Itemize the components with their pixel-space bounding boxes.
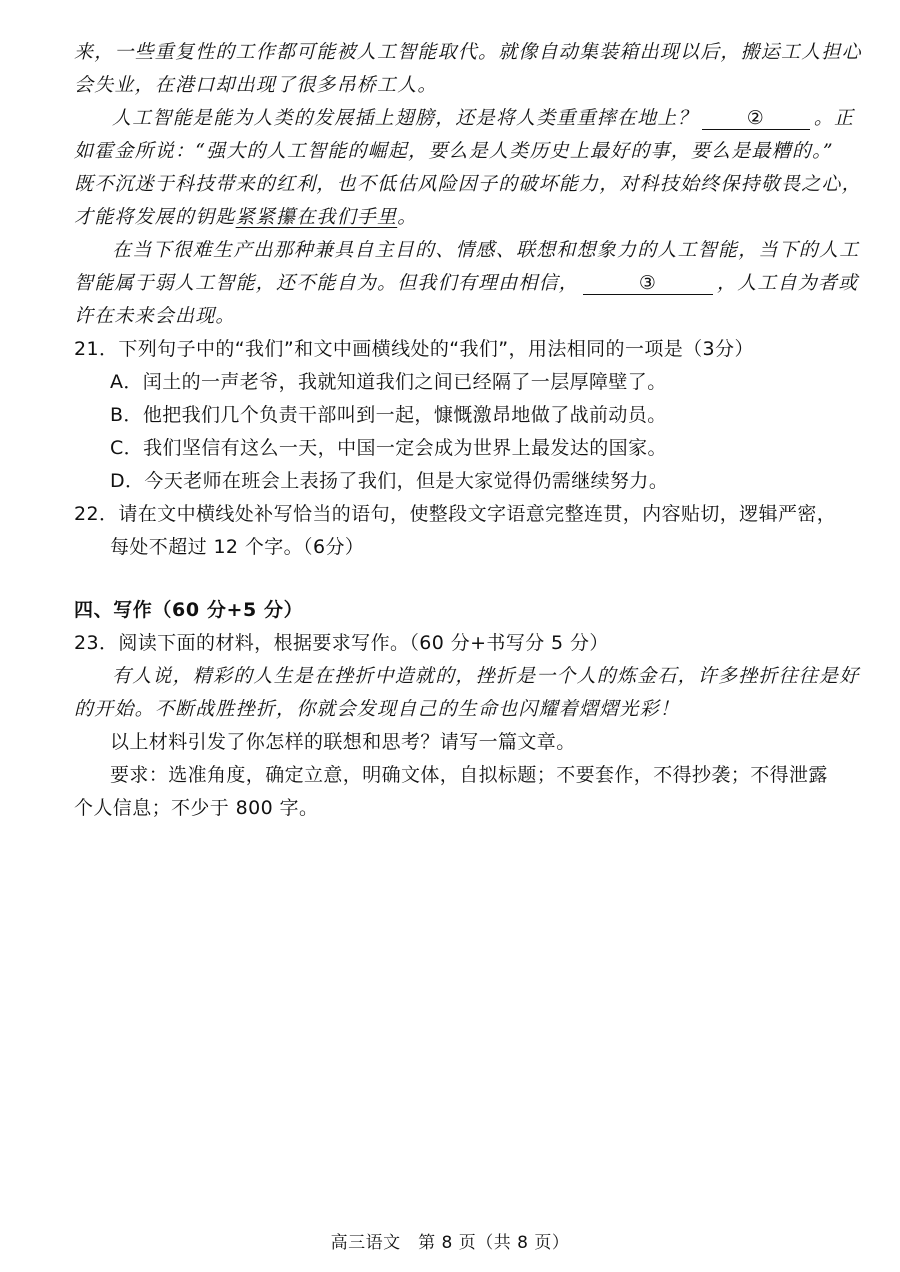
q23-prompt: 以上材料引发了你怎样的联想和思考？请写一篇文章。 (110, 731, 576, 753)
q21-stem: 21．下列句子中的“我们”和文中画横线处的“我们”，用法相同的一项是（3分） (74, 338, 754, 360)
passage-p2-line2: 如霍金所说：“强大的人工智能的崛起，要么是人类历史上最好的事，要么是最糟的。” (74, 140, 834, 162)
underlined-phrase: 紧紧攥在我们手里 (235, 206, 398, 228)
fill-blank-2[interactable] (702, 107, 810, 130)
passage-p2-line4 (74, 203, 417, 231)
q23-material-line2: 的开始。不断战胜挫折，你就会发现自己的生命也闪耀着熠熠光彩！ (74, 698, 681, 720)
passage-p3-line2-end: ，人工自为者或 (717, 272, 859, 294)
passage-p2-line4-end: 。 (397, 206, 418, 228)
blank-3-label: ③ (638, 272, 658, 294)
passage-p1-line1: 来，一些重复性的工作都可能被人工智能取代。就像自动集装箱出现以后，搬运工人担心 (74, 41, 862, 63)
q23-requirements-line2: 个人信息；不少于 800 字。 (74, 797, 319, 819)
q22-stem-line1: 22．请在文中横线处补写恰当的语句，使整段文字语意完整连贯，内容贴切，逻辑严密， (74, 503, 837, 525)
q21-option-c[interactable]: C．我们坚信有这么一天，中国一定会成为世界上最发达的国家。 (110, 437, 667, 459)
fill-blank-3[interactable] (583, 272, 713, 295)
passage-p3-line1: 在当下很难生产出那种兼具自主目的、情感、联想和想象力的人工智能，当下的人工 (112, 239, 860, 261)
passage-p2-line3: 既不沉迷于科技带来的红利，也不低估风险因子的破坏能力，对科技始终保持敬畏之心， (74, 173, 862, 195)
q23-stem: 23．阅读下面的材料，根据要求写作。（60 分+书写分 5 分） (74, 632, 609, 654)
blank-2-label: ② (746, 107, 765, 129)
q21-option-a[interactable]: A．闰土的一声老爷，我就知道我们之间已经隔了一层厚障壁了。 (110, 371, 667, 393)
passage-p3-line2-text: 智能属于弱人工智能，还不能自为。但我们有理由相信， (74, 272, 580, 294)
passage-p2-line4-text: 才能将发展的钥匙 (74, 206, 236, 228)
q23-material-line1: 有人说，精彩的人生是在挫折中造就的，挫折是一个人的炼金石，许多挫折往往是好 (112, 665, 860, 687)
passage-p2-line1-text: 人工智能是能为人类的发展插上翅膀，还是将人类重重摔在地上？ (112, 107, 698, 129)
passage-p2-line1-end: 。正 (813, 107, 855, 129)
passage-p3-line2 (74, 269, 858, 297)
q22-stem-line2: 每处不超过 12 个字。（6分） (110, 536, 365, 558)
passage-p2-line1 (112, 104, 854, 132)
page-footer: 高三语文 第 8 页（共 8 页） (330, 1233, 570, 1253)
section-4-heading: 四、写作（60 分+5 分） (74, 599, 304, 621)
passage-p3-line3: 许在未来会出现。 (74, 305, 236, 327)
passage-p1-line2: 会失业，在港口却出现了很多吊桥工人。 (74, 74, 438, 96)
q21-option-d[interactable]: D．今天老师在班会上表扬了我们，但是大家觉得仍需继续努力。 (110, 470, 669, 492)
q23-requirements-line1: 要求：选准角度，确定立意，明确文体，自拟标题；不要套作，不得抄袭；不得泄露 (110, 764, 828, 786)
q21-option-b[interactable]: B．他把我们几个负责干部叫到一起，慷慨激昂地做了战前动员。 (110, 404, 667, 426)
